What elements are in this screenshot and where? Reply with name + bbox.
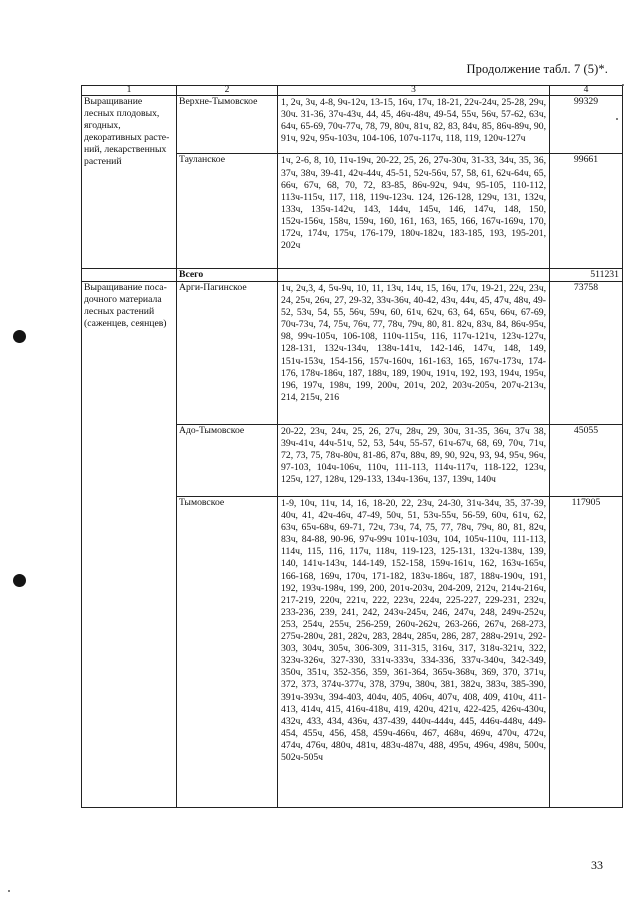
total-row bbox=[82, 268, 623, 281]
column-header-3: 3 bbox=[278, 86, 550, 96]
activity-cell: Выращивание поса-дочного материала лесных растений (саженцев, сеянцев) bbox=[82, 281, 177, 807]
kvartals-cell: 1ч, 2ч,3, 4, 5ч-9ч, 10, 11, 13ч, 14ч, 15, 16ч, 17ч, 19-21, 22ч, 23ч, 24, 25ч, 26ч, 27, 29-32, 33ч-36ч, 40-42, 43ч, 44ч, 45, 47ч, 48ч, 49-52, 53ч, 54, 55, 56ч, 59ч, 60, 61ч, 62ч, 63, 64, 65ч, 66ч, 67-69, 70ч-73ч, 74, 75ч, 76ч, 77, 78ч, 79ч, 80, 81. 82ч, 83ч, 84, 86ч-95ч, 98, 99ч-105ч, 106-108, 110ч-115ч, 116, 117ч-121ч, 123ч-127ч, 128-131, 132ч-134ч, 138ч-141ч, 142-146, 147ч, 148, 149, 151ч-153ч, 154-156, 157ч-160ч, 161-163, 165, 167ч-173ч, 174-176, 178ч-186ч, 187, 188ч, 189, 190ч, 191ч, 192, 193, 194ч, 195ч, 196, 197ч, 198ч, 199, 200ч, 201ч, 202, 203ч-205ч, 207ч-213ч, 214, 215ч, 216 bbox=[278, 281, 550, 424]
table-caption: Продолжение табл. 7 (5)*. bbox=[466, 62, 608, 76]
scan-speck bbox=[622, 84, 624, 86]
column-header-4: 4 bbox=[550, 86, 623, 96]
scan-speck bbox=[616, 118, 618, 120]
kvartals-cell: 1-9, 10ч, 11ч, 14, 16, 18-20, 22, 23ч, 24-30, 31ч-34ч, 35, 37-39, 40ч, 41, 42ч-46ч, 47-49, 50ч, 51, 53ч-55ч, 56-59, 60ч, 61ч, 62, 63ч, 65ч-68ч, 69-71, 72ч, 73ч, 74, 75, 77, 78ч, 79ч, 80, 81, 82ч, 83ч, 84-88, 90-96, 97ч-99ч 101ч-103ч, 104, 105ч-110ч, 111-113, 114ч, 115, 116, 117ч, 118ч, 119-123, 125-131, 132ч-138ч, 139, 140, 141ч-143ч, 144-149, 152-158, 159ч-161ч, 162, 163ч-165ч, 166-168, 169ч, 170ч, 171-182, 183ч-186ч, 187, 188ч-190ч, 191, 192, 193ч-198ч, 199, 200, 201ч-203ч, 204-209, 212ч, 214ч-216ч, 217-219, 220ч, 221ч, 222, 223ч, 224ч, 225-227, 229-231, 232ч, 233-236, 239, 241, 242, 243ч-245ч, 246, 247ч, 248, 249ч-252ч, 253, 254ч, 255ч, 256-259, 260ч-262ч, 263-266, 267ч, 268-273, 275ч-280ч, 281, 282ч, 283, 284ч, 285ч, 286, 287, 288ч-291ч, 292-303, 304ч, 305ч, 306-309, 311-315, 316ч, 317, 318ч-321ч, 322, 323ч-326ч, 327-330, 331ч-333ч, 334-336, 337ч-340ч, 342-349, 350ч, 351ч, 352-356, 359, 361-364, 365ч-368ч, 369, 370, 371ч, 372, 373, 374ч-377ч, 378, 379ч, 380ч, 381, 382ч, 383ч, 385-390, 391ч-393ч, 394-403, 404ч, 405, 406ч, 407ч, 408, 409, 410ч, 411-413, 414ч, 415, 416ч-418ч, 419, 420ч, 421ч, 422-425, 426ч-430ч, 432ч, 433, 434, 436ч, 437-439, 440ч-444ч, 445, 446ч-448ч, 449-454, 455ч, 456, 458, 459ч-466ч, 467, 468ч, 469ч, 470ч, 472ч, 474ч, 476ч, 480ч, 481ч, 483ч-487ч, 488, 495ч, 496ч, 498ч, 500ч, 502ч-505ч bbox=[278, 497, 550, 808]
table-header bbox=[82, 86, 623, 96]
binder-hole-mark bbox=[13, 330, 26, 343]
forestry-cell: Арги-Пагинское bbox=[177, 281, 278, 424]
page-number: 33 bbox=[591, 858, 603, 872]
area-cell: 117905 bbox=[550, 497, 623, 808]
area-cell: 99661 bbox=[550, 154, 623, 269]
total-empty-cell bbox=[82, 268, 177, 281]
kvartals-cell: 20-22, 23ч, 24ч, 25, 26, 27ч, 28ч, 29, 30ч, 31-35, 36ч, 37ч 38, 39ч-41ч, 44ч-51ч, 52, 53, 54ч, 55-57, 61ч-67ч, 68, 69, 70ч, 71ч, 72, 73, 75, 78ч-80ч, 81-86, 87ч, 88ч, 89, 90, 92ч, 93, 94, 95ч, 96ч, 97-103, 104ч-106ч, 110ч, 111-113, 114ч-117ч, 118-122, 123ч, 125ч, 127, 128ч, 129-133, 134ч-136ч, 137, 139ч, 140ч bbox=[278, 424, 550, 496]
forestry-cell: Адо-Тымовское bbox=[177, 424, 278, 496]
kvartals-cell: 1ч, 2-6, 8, 10, 11ч-19ч, 20-22, 25, 26, 27ч-30ч, 31-33, 34ч, 35, 36, 37ч, 38ч, 39-41, 42ч-44ч, 45-51, 52ч-56ч, 57, 58, 61, 62ч-64ч, 65, 66ч, 67ч, 68, 70, 72, 83-85, 86ч-92ч, 94ч, 95-105, 110-112, 113ч-115ч, 117, 118, 119ч-123ч. 124, 126-128, 129ч, 131, 132ч, 133ч, 135ч-142ч, 143, 144ч, 145ч, 146, 147ч, 148, 150, 152ч-156ч, 158ч, 159ч, 160, 161, 163, 165, 166, 167ч-169ч, 170, 172ч, 174ч, 175ч, 176-179, 180ч-182ч, 183-185, 193, 195-201, 202ч bbox=[278, 154, 550, 269]
table-row bbox=[82, 96, 623, 154]
table-row bbox=[82, 281, 623, 424]
binder-hole-mark bbox=[13, 574, 26, 587]
forestry-cell: Тауланское bbox=[177, 154, 278, 269]
activity-cell: Выращивание лесных плодовых, ягодных, декоративных расте-ний, лекарственных растений bbox=[82, 96, 177, 269]
forest-use-table bbox=[81, 85, 623, 808]
forestry-cell: Тымовское bbox=[177, 497, 278, 808]
total-empty-cell bbox=[278, 268, 550, 281]
forestry-cell: Верхне-Тымовское bbox=[177, 96, 278, 154]
total-value: 511231 bbox=[550, 268, 623, 281]
kvartals-cell: 1, 2ч, 3ч, 4-8, 9ч-12ч, 13-15, 16ч, 17ч, 18-21, 22ч-24ч, 25-28, 29ч, 30ч. 31-36, 37ч-43ч, 44, 45, 46ч-48ч, 49-54, 55ч, 56ч, 57-62, 63ч, 64ч, 65-69, 70ч-77ч, 78, 79, 80ч, 81ч, 82, 83, 84ч, 85, 86ч-89ч, 90, 91ч, 92ч, 95ч-103ч, 104-106, 107ч-117ч, 118, 119, 120ч-127ч bbox=[278, 96, 550, 154]
column-header-1: 1 bbox=[82, 86, 177, 96]
total-label: Всего bbox=[177, 268, 278, 281]
area-cell: 73758 bbox=[550, 281, 623, 424]
column-header-2: 2 bbox=[177, 86, 278, 96]
area-cell: 99329 bbox=[550, 96, 623, 154]
scan-speck bbox=[8, 890, 10, 892]
area-cell: 45055 bbox=[550, 424, 623, 496]
